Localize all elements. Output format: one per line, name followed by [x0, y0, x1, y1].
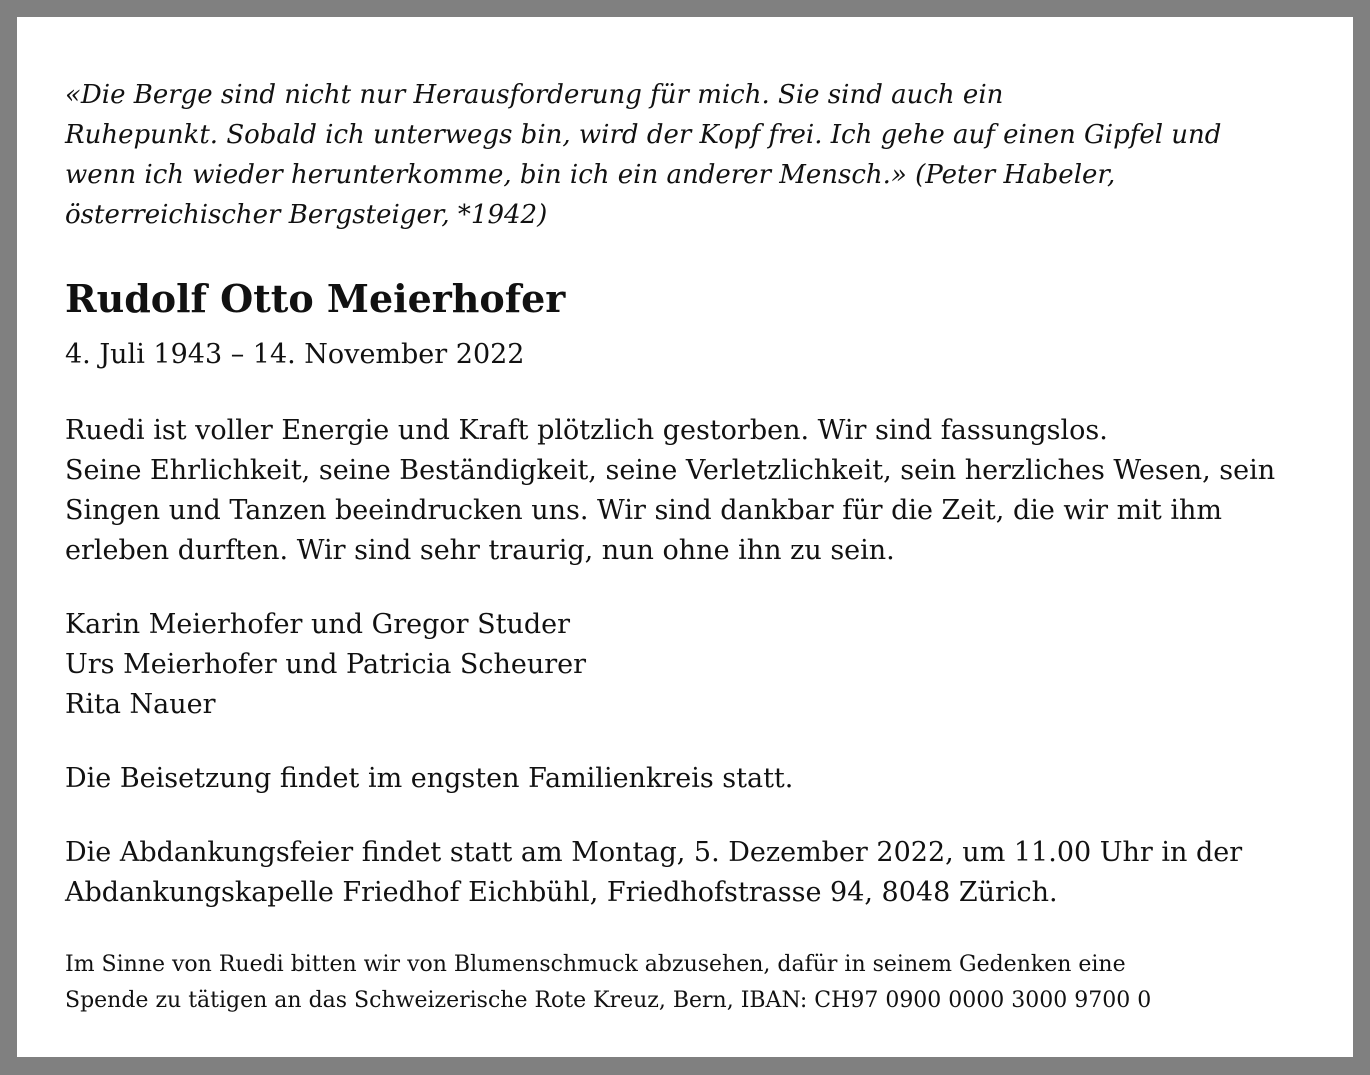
ceremony-notice [65, 833, 1353, 913]
mourners-list [65, 605, 1353, 725]
mourner-name: Rita Nauer [65, 689, 216, 720]
tribute-line: Ruedi ist voller Energie und Kraft plötzlich gestorben. Wir sind fassungslos. [65, 415, 1108, 446]
mourner-name: Karin Meierhofer und Gregor Studer [65, 609, 571, 640]
quote-line: österreichischer Bergsteiger, *1942) [65, 200, 548, 230]
donation-line: Spende zu tätigen an das Schweizerische Rote Kreuz, Bern, IBAN: CH97 0900 0000 3000 9700 0 [65, 988, 1152, 1013]
quote [65, 75, 1305, 235]
life-dates: 4. Juli 1943 – 14. November 2022 [65, 339, 525, 370]
mourner-name: Urs Meierhofer und Patricia Scheurer [65, 649, 587, 680]
quote-line: «Die Berge sind nicht nur Herausforderung für mich. Sie sind auch ein [65, 80, 1004, 110]
ceremony-line: Die Abdankungsfeier findet statt am Montag, 5. Dezember 2022, um 11.00 Uhr in der [65, 837, 1243, 868]
tribute-line: Seine Ehrlichkeit, seine Beständigkeit, seine Verletzlichkeit, sein herzliches Wesen, sein [65, 455, 1276, 486]
donation-notice [65, 947, 1353, 1019]
quote-line: Ruhepunkt. Sobald ich unterwegs bin, wird der Kopf frei. Ich gehe auf einen Gipfel und [65, 120, 1222, 150]
burial-notice: Die Beisetzung findet im engsten Familienkreis statt. [65, 763, 794, 794]
tribute-line: Singen und Tanzen beeindrucken uns. Wir sind dankbar für die Zeit, die wir mit ihm [65, 495, 1222, 526]
tribute-text [65, 411, 1353, 571]
quote-line: wenn ich wieder herunterkomme, bin ich ein anderer Mensch.» (Peter Habeler, [65, 160, 1116, 190]
ceremony-line: Abdankungskapelle Friedhof Eichbühl, Friedhofstrasse 94, 8048 Zürich. [65, 877, 1058, 908]
donation-line: Im Sinne von Ruedi bitten wir von Blumenschmuck abzusehen, dafür in seinem Gedenken eine [65, 952, 1126, 977]
obituary-page [17, 17, 1353, 1057]
deceased-name: Rudolf Otto Meierhofer [65, 276, 566, 321]
tribute-line: erleben durften. Wir sind sehr traurig, nun ohne ihn zu sein. [65, 535, 895, 566]
